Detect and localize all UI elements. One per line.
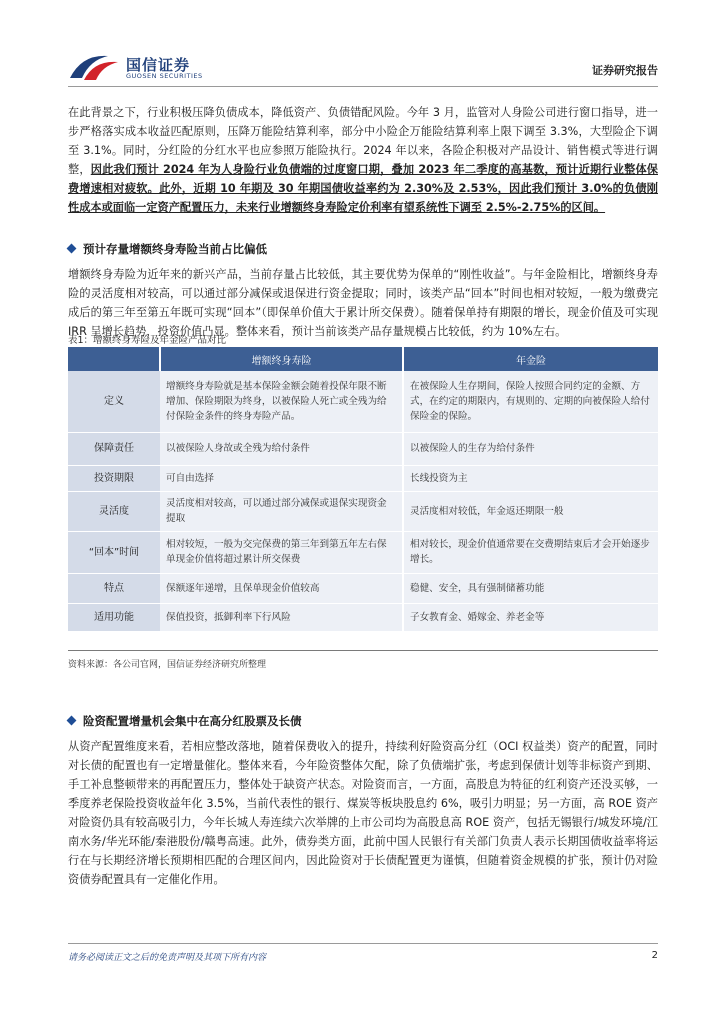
- cell-annuity: 长线投资为主: [403, 465, 658, 491]
- cell-annuity: 在被保险人生存期间，保险人按照合同约定的金额、方式，在约定的期限内，有规则的、定期的向被保险人给付保险金的保险。: [403, 371, 658, 432]
- row-label: 灵活度: [68, 491, 160, 531]
- table-caption: 表1：增额终身寿险及年金险产品对比: [68, 335, 227, 346]
- cell-annuity: 相对较长，现金价值通常要在交费期结束后才会开始逐步增长。: [403, 531, 658, 573]
- cell-whole-life: 增额终身寿险就是基本保险金额会随着投保年限不断增加、保险期限为终身，以被保险人死亡或全残为给付保险金条件的终身寿险产品。: [160, 371, 403, 432]
- guosen-logo-icon: [68, 52, 120, 82]
- table-bottom-rule: [68, 650, 658, 651]
- table-header-blank: [68, 347, 160, 371]
- section-2-body: 从资产配置维度来看，若相应整改落地，随着保费收入的提升，持续利好险资高分红（OCI 权益类）资产的配置，同时对长债的配置也有一定增量催化。整体来看，今年险资整体欠配，除了负债端扩张，考虑到保债计划等非标资产到期、手工补息整顿带来的再配置压力，整体处于缺资产状态。对险资而言，一方面，高股息为特征的红利资产还没买够，一季度养老保险投资收益年化 3.5%，当前代表性的银行、煤炭等板块股息约 6%，吸引力明显；另一方面，高 ROE 资产对险资仍具有较高吸引力，今年长城人寿连续六次举牌的上市公司均为高股息高 ROE 资产，包括无锡银行/城发环境/江南水务/华光环能/秦港股份/赣粤高速。此外，债券类方面，此前中国人民银行有关部门负责人表示长期国债收益率将运行在与长期经济增长预期相匹配的合理区间内，因此险资对于长债配置更为谨慎，但随着资金规模的扩张，预计仍对险资债券配置具有一定催化作用。: [68, 740, 658, 886]
- diamond-bullet-icon: [67, 244, 77, 254]
- intro-paragraph: [68, 103, 658, 217]
- table-header-whole-life: 增额终身寿险: [160, 347, 403, 371]
- row-label: 定义: [68, 371, 160, 432]
- cell-annuity: 灵活度相对较低，年金返还期限一般: [403, 491, 658, 531]
- table-source-note: 资料来源：各公司官网，国信证券经济研究所整理: [68, 660, 267, 670]
- logo-company-name-en: GUOSEN SECURITIES: [126, 72, 203, 80]
- cell-whole-life: 灵活度相对较高，可以通过部分减保或退保实现资金提取: [160, 491, 403, 531]
- section-2-title-text: 险资配置增量机会集中在高分红股票及长债: [83, 714, 302, 728]
- footer-divider: [68, 943, 658, 944]
- table-row: [68, 371, 658, 432]
- row-label: 特点: [68, 573, 160, 603]
- report-type-label: 证券研究报告: [592, 64, 658, 77]
- section-1-title-text: 预计存量增额终身寿险当前占比偏低: [83, 242, 267, 256]
- cell-whole-life: 保值投资，抵御利率下行风险: [160, 603, 403, 631]
- cell-annuity: 以被保险人的生存为给付条件: [403, 432, 658, 465]
- cell-annuity: 子女教育金、婚嫁金、养老金等: [403, 603, 658, 631]
- cell-whole-life: 相对较短，一般为交完保费的第三年到第五年左右保单现金价值将超过累计所交保费: [160, 531, 403, 573]
- page-number: 2: [651, 950, 658, 961]
- table-header-row: [68, 347, 658, 371]
- cell-whole-life: 可自由选择: [160, 465, 403, 491]
- row-label: “回本”时间: [68, 531, 160, 573]
- row-label: 投资期限: [68, 465, 160, 491]
- table-header-annuity: 年金险: [403, 347, 658, 371]
- table-row: [68, 491, 658, 531]
- table-row: [68, 573, 658, 603]
- row-label: 适用功能: [68, 603, 160, 631]
- intro-emphasis-text: 因此我们预计 2024 年为人身险行业负债端的过度窗口期，叠加 2023 年二季度的高基数，预计近期行业整体保费增速相对疲软。此外，近期 10 年期及 30 年期国债收益率约为 2.30%及 2.53%，因此我们预计 3.0%的负债刚性成本或面临一定资产配置压力，未来行业增额终身寿险定价利率有望系统性下调至 2.5%-2.75%的区间。: [68, 163, 658, 214]
- intro-plain-text: 在此背景之下，行业积极压降负债成本，降低资产、负债错配风险。今年 3 月，监管对人身险公司进行窗口指导，进一步严格落实成本收益匹配原则，压降万能险结算利率，部分中小险企万能险结算利率上限下调至 3.3%，大型险企下调至 3.1%。同时，分红险的分红水平也应参照万能险执行。2024 年以来，各险企积极对产品设计、销售模式等进行调整，: [68, 106, 658, 176]
- table-row: [68, 432, 658, 465]
- footer-disclaimer: 请务必阅读正文之后的免责声明及其项下所有内容: [68, 953, 267, 963]
- table-row: [68, 531, 658, 573]
- section-1-body: 增额终身寿险为近年来的新兴产品，当前存量占比较低，其主要优势为保单的“刚性收益”。与年金险相比，增额终身寿险的灵活度相对较高，可以通过部分减保或退保进行资金提取；同时，该类产品“回本”时间也相对较短，一般为缴费完成后的第三年至第五年既可实现“回本”（即保单价值大于累计所交保费）。随着保单持有期限的增长，现金价值及可实现 IRR 呈增长趋势，投资价值凸显。整体来看，预计当前该类产品存量规模占比较低，约为 10%左右。: [68, 268, 658, 338]
- report-header: [68, 52, 658, 84]
- cell-whole-life: 以被保险人身故或全残为给付条件: [160, 432, 403, 465]
- table-row: [68, 465, 658, 491]
- row-label: 保障责任: [68, 432, 160, 465]
- header-divider: [68, 86, 658, 87]
- section-title-2: [68, 713, 302, 729]
- cell-annuity: 稳健、安全，具有强制储蓄功能: [403, 573, 658, 603]
- product-comparison-table: [68, 347, 658, 632]
- diamond-bullet-icon: [67, 716, 77, 726]
- cell-whole-life: 保额逐年递增，且保单现金价值较高: [160, 573, 403, 603]
- logo-company-name: 国信证券: [126, 56, 191, 74]
- section-title-1: [68, 241, 267, 257]
- table-row: [68, 603, 658, 631]
